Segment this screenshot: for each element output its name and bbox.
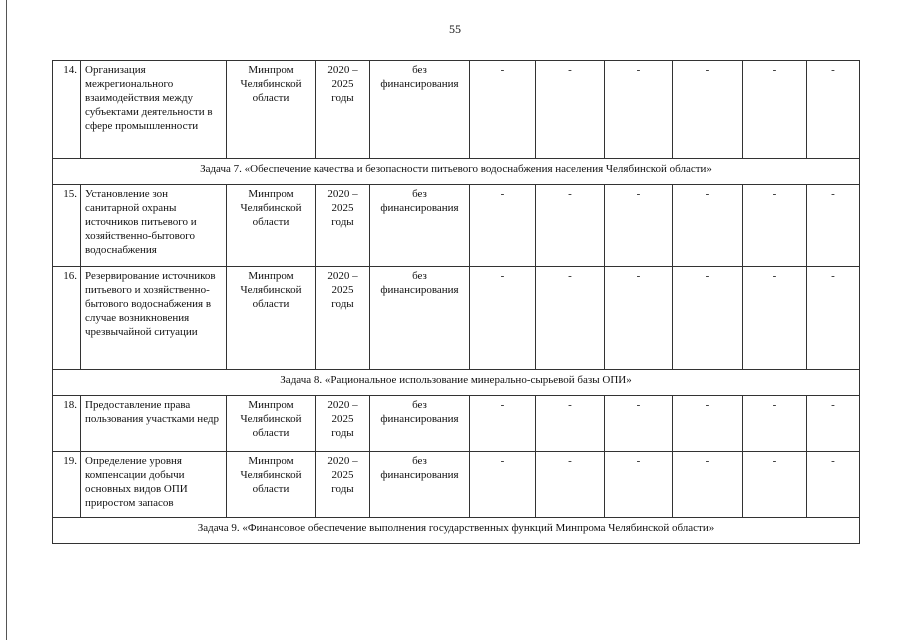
funding-value-cell: - [807, 61, 860, 159]
funding-value-cell: - [807, 452, 860, 518]
activity-funding: без финансирования [370, 185, 470, 267]
activity-row [53, 267, 860, 370]
funding-value-cell: - [536, 185, 605, 267]
task-heading: Задача 8. «Рациональное использование минерально-сырьевой базы ОПИ» [53, 370, 860, 396]
funding-value-cell: - [673, 396, 743, 452]
activity-period: 2020 – 2025 годы [316, 61, 370, 159]
activity-number: 19. [53, 452, 81, 518]
activity-name: Определение уровня компенсации добычи основных видов ОПИ приростом запасов [81, 452, 227, 518]
activity-executor: Минпром Челябинской области [227, 61, 316, 159]
funding-value-cell: - [536, 396, 605, 452]
activity-row [53, 396, 860, 452]
funding-value-cell: - [470, 267, 536, 370]
activity-executor: Минпром Челябинской области [227, 452, 316, 518]
funding-value-cell: - [807, 185, 860, 267]
funding-value-cell: - [807, 267, 860, 370]
task-heading: Задача 7. «Обеспечение качества и безопасности питьевого водоснабжения населения Челябинской области» [53, 159, 860, 185]
activity-name: Предоставление права пользования участками недр [81, 396, 227, 452]
page-number: 55 [449, 22, 461, 36]
activity-number: 15. [53, 185, 81, 267]
funding-value-cell: - [536, 61, 605, 159]
activity-name: Организация межрегионального взаимодействия между субъектами деятельности в сфере промышленности [81, 61, 227, 159]
funding-value-cell: - [605, 185, 673, 267]
funding-value-cell: - [673, 61, 743, 159]
activity-row [53, 452, 860, 518]
task-heading-row [53, 159, 860, 185]
funding-value-cell: - [470, 185, 536, 267]
funding-value-cell: - [605, 396, 673, 452]
funding-value-cell: - [605, 452, 673, 518]
activity-number: 14. [53, 61, 81, 159]
funding-value-cell: - [673, 267, 743, 370]
task-heading-row [53, 370, 860, 396]
activity-period: 2020 – 2025 годы [316, 185, 370, 267]
activity-period: 2020 – 2025 годы [316, 267, 370, 370]
activity-row [53, 185, 860, 267]
funding-value-cell: - [470, 396, 536, 452]
funding-value-cell: - [673, 185, 743, 267]
activity-name: Установление зон санитарной охраны источников питьевого и хозяйственно-бытового водоснабжения [81, 185, 227, 267]
funding-value-cell: - [673, 452, 743, 518]
activity-number: 16. [53, 267, 81, 370]
program-activities-table [52, 60, 860, 544]
activity-period: 2020 – 2025 годы [316, 396, 370, 452]
activity-executor: Минпром Челябинской области [227, 396, 316, 452]
funding-value-cell: - [743, 396, 807, 452]
funding-value-cell: - [536, 452, 605, 518]
activity-funding: без финансирования [370, 267, 470, 370]
activity-funding: без финансирования [370, 61, 470, 159]
activity-number: 18. [53, 396, 81, 452]
activity-name: Резервирование источников питьевого и хозяйственно-бытового водоснабжения в случае возникновения чрезвычайной ситуации [81, 267, 227, 370]
funding-value-cell: - [743, 61, 807, 159]
funding-value-cell: - [743, 452, 807, 518]
funding-value-cell: - [470, 452, 536, 518]
activity-executor: Минпром Челябинской области [227, 185, 316, 267]
funding-value-cell: - [605, 267, 673, 370]
funding-value-cell: - [605, 61, 673, 159]
activity-executor: Минпром Челябинской области [227, 267, 316, 370]
task-heading: Задача 9. «Финансовое обеспечение выполнения государственных функций Минпрома Челябинской области» [53, 518, 860, 544]
task-heading-row [53, 518, 860, 544]
activity-period: 2020 – 2025 годы [316, 452, 370, 518]
page-margin-rule [6, 0, 7, 640]
funding-value-cell: - [807, 396, 860, 452]
funding-value-cell: - [536, 267, 605, 370]
funding-value-cell: - [743, 185, 807, 267]
activity-funding: без финансирования [370, 396, 470, 452]
activity-row [53, 61, 860, 159]
funding-value-cell: - [743, 267, 807, 370]
activity-funding: без финансирования [370, 452, 470, 518]
funding-value-cell: - [470, 61, 536, 159]
